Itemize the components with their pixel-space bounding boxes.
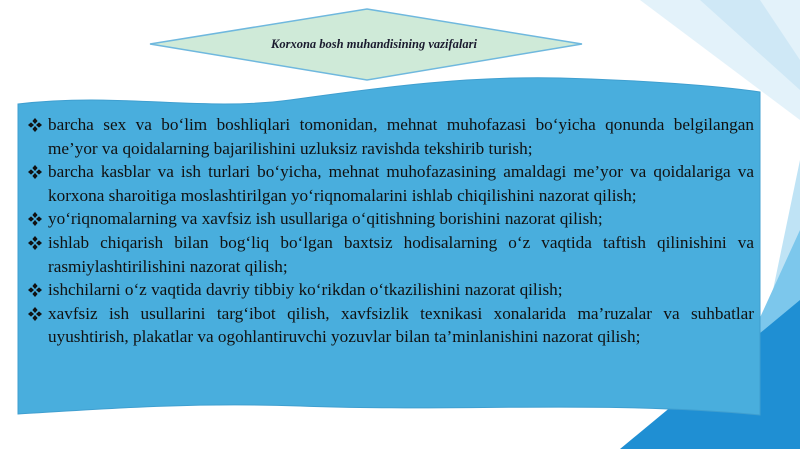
slide-title: Korxona bosh muhandisining vazifalari (271, 36, 477, 51)
list-item (28, 302, 754, 349)
duties-list (28, 113, 754, 349)
list-item (28, 160, 754, 207)
four-diamond-bullet-icon (28, 160, 48, 179)
four-diamond-bullet-icon (28, 278, 48, 297)
list-item (28, 113, 754, 160)
list-item-text: yo‘riqnomalarning va xavfsiz ish usullariga o‘qitishning borishini nazorat qilish; (48, 209, 603, 229)
list-item-text: ishlab chiqarish bilan bog‘liq bo‘lgan baxtsiz hodisalarning o‘z vaqtida taftish qilinishini va rasmiylashtirilishini nazorat qilish; (48, 232, 754, 276)
list-item (28, 207, 754, 231)
list-item (28, 278, 754, 302)
four-diamond-bullet-icon (28, 113, 48, 132)
four-diamond-bullet-icon (28, 207, 48, 226)
title-container (150, 8, 582, 80)
list-item-text: barcha kasblar va ish turlari bo‘yicha, mehnat muhofazasining amaldagi me’yor va qoidalariga va korxona sharoitiga moslashtirilgan yo‘riqnomalarini ishlab chiqilishini nazorat qilish; (48, 162, 754, 205)
four-diamond-bullet-icon (28, 302, 48, 321)
list-item (28, 231, 754, 278)
four-diamond-bullet-icon (28, 231, 48, 250)
list-item-text: ishchilarni o‘z vaqtida davriy tibbiy ko‘rikdan o‘tkazilishini nazorat qilish; (48, 280, 563, 300)
list-item-text: xavfsiz ish usullarini targ‘ibot qilish, xavfsizlik texnikasi xonalarida ma’ruzalar va suhbatlar uyushtirish, plakatlar va ogohlantiruvchi yozuvlar bilan ta’minlanishini nazorat qilish; (48, 303, 754, 347)
list-item-text: barcha sex va bo‘lim boshliqlari tomonidan, mehnat muhofazasi bo‘yicha qonunda belgilangan me’yor va qoidalarning bajarilishini uzluksiz ravishda tekshirib turish; (48, 115, 754, 158)
